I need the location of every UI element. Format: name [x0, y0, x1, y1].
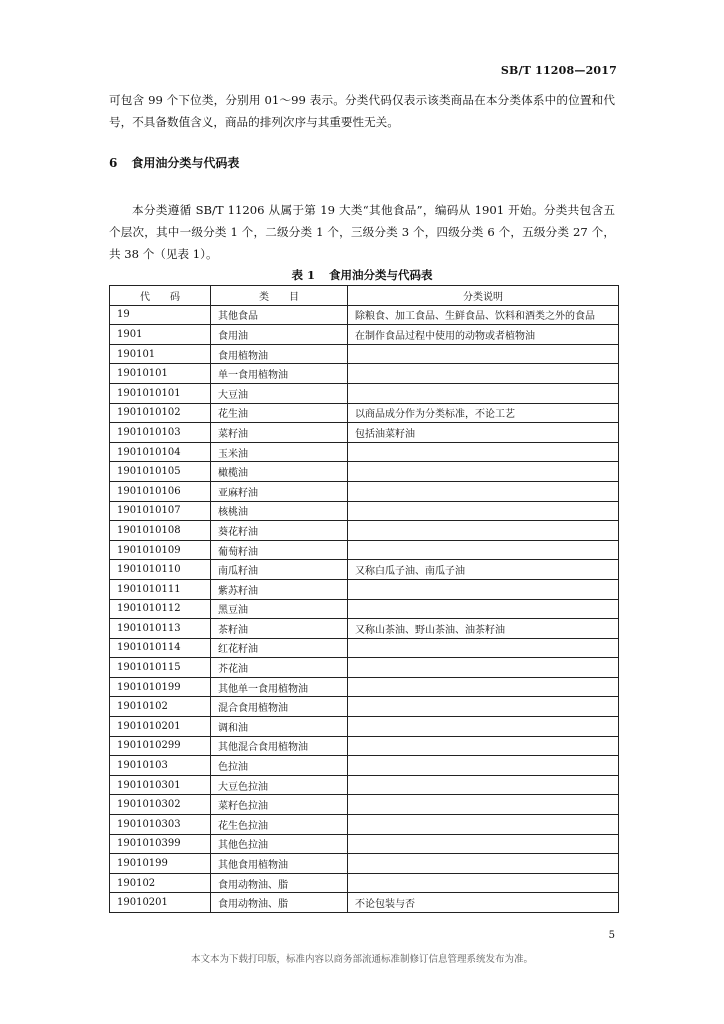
table-row — [110, 638, 619, 658]
cell-category: 食用植物油 — [211, 344, 348, 364]
cell-code: 190101 — [110, 344, 211, 364]
cell-description — [348, 501, 619, 521]
cell-category: 大豆油 — [211, 383, 348, 403]
cell-code: 1901010107 — [110, 501, 211, 521]
cell-code: 19 — [110, 305, 211, 325]
table-row — [110, 775, 619, 795]
table-row — [110, 403, 619, 423]
table-row — [110, 854, 619, 874]
cell-code: 1901010399 — [110, 834, 211, 854]
cell-code: 1901010113 — [110, 619, 211, 639]
table-row — [110, 423, 619, 443]
cell-code: 1901010109 — [110, 540, 211, 560]
cell-description — [348, 383, 619, 403]
cell-code: 1901010302 — [110, 795, 211, 815]
intro-paragraph: 可包含 99 个下位类，分别用 01～99 表示。分类代码仅表示该类商品在本分类体系中的位置和代号，不具备数值含义，商品的排列次序与其重要性无关。 — [109, 93, 615, 129]
classification-table — [109, 285, 619, 913]
cell-description: 以商品成分作为分类标准，不论工艺 — [348, 403, 619, 423]
cell-code: 19010199 — [110, 854, 211, 874]
cell-description — [348, 540, 619, 560]
table-row — [110, 599, 619, 619]
cell-category: 大豆色拉油 — [211, 775, 348, 795]
cell-category: 其他色拉油 — [211, 834, 348, 854]
cell-code: 1901010112 — [110, 599, 211, 619]
footer-note: 本文本为下载打印版，标准内容以商务部流通标准制修订信息管理系统发布为准。 — [190, 954, 533, 965]
section-heading — [109, 154, 239, 171]
cell-description — [348, 481, 619, 501]
cell-category: 橄榄油 — [211, 462, 348, 482]
cell-category: 食用油 — [211, 325, 348, 345]
section-paragraph: 本分类遵循 SB/T 11206 从属于第 19 大类“其他食品”，编码从 1901 开始。分类共包含五个层次，其中一级分类 1 个，二级分类 1 个，三级分类 3 个，四级分类 6 个，五级分类 27 个，共 38 个（见表 1）。 — [109, 203, 615, 261]
cell-code: 1901010105 — [110, 462, 211, 482]
cell-category: 其他混合食用植物油 — [211, 736, 348, 756]
cell-code: 1901010299 — [110, 736, 211, 756]
cell-description — [348, 873, 619, 893]
cell-code: 1901010111 — [110, 579, 211, 599]
cell-description — [348, 442, 619, 462]
header-code: 代 码 — [110, 286, 211, 306]
cell-code: 1901010303 — [110, 815, 211, 835]
table-row — [110, 756, 619, 776]
cell-description — [348, 834, 619, 854]
cell-description: 不论包装与否 — [348, 893, 619, 913]
cell-code: 1901010106 — [110, 481, 211, 501]
section-title: 食用油分类与代码表 — [131, 156, 240, 170]
table-caption — [0, 267, 724, 283]
cell-code: 1901 — [110, 325, 211, 345]
cell-category: 亚麻籽油 — [211, 481, 348, 501]
cell-description: 又称山茶油、野山茶油、油茶籽油 — [348, 619, 619, 639]
cell-category: 单一食用植物油 — [211, 364, 348, 384]
table-row — [110, 736, 619, 756]
cell-category: 其他食用植物油 — [211, 854, 348, 874]
table-row — [110, 383, 619, 403]
table-row — [110, 560, 619, 580]
cell-description — [348, 795, 619, 815]
cell-description — [348, 854, 619, 874]
cell-description — [348, 638, 619, 658]
cell-category: 芥花油 — [211, 658, 348, 678]
cell-description: 包括油菜籽油 — [348, 423, 619, 443]
table-row — [110, 481, 619, 501]
table-row — [110, 677, 619, 697]
cell-code: 19010101 — [110, 364, 211, 384]
cell-code: 1901010103 — [110, 423, 211, 443]
cell-code: 1901010201 — [110, 717, 211, 737]
cell-code: 19010201 — [110, 893, 211, 913]
cell-category: 其他食品 — [211, 305, 348, 325]
cell-description — [348, 677, 619, 697]
cell-code: 1901010108 — [110, 521, 211, 541]
table-row — [110, 521, 619, 541]
table-row — [110, 873, 619, 893]
table-row — [110, 364, 619, 384]
cell-category: 食用动物油、脂 — [211, 873, 348, 893]
cell-description: 在制作食品过程中使用的动物或者植物油 — [348, 325, 619, 345]
cell-description — [348, 599, 619, 619]
cell-code: 1901010110 — [110, 560, 211, 580]
cell-code: 1901010104 — [110, 442, 211, 462]
cell-code: 1901010115 — [110, 658, 211, 678]
cell-code: 190102 — [110, 873, 211, 893]
cell-category: 菜籽色拉油 — [211, 795, 348, 815]
cell-description — [348, 579, 619, 599]
cell-description — [348, 521, 619, 541]
table-row — [110, 717, 619, 737]
cell-category: 葡萄籽油 — [211, 540, 348, 560]
cell-category: 食用动物油、脂 — [211, 893, 348, 913]
cell-code: 1901010102 — [110, 403, 211, 423]
cell-code: 1901010101 — [110, 383, 211, 403]
cell-code: 19010102 — [110, 697, 211, 717]
section-number: 6 — [109, 156, 118, 170]
cell-category: 花生油 — [211, 403, 348, 423]
table-row — [110, 619, 619, 639]
table-row — [110, 795, 619, 815]
table-row — [110, 658, 619, 678]
cell-category: 黑豆油 — [211, 599, 348, 619]
cell-description — [348, 658, 619, 678]
table-row — [110, 815, 619, 835]
cell-category: 茶籽油 — [211, 619, 348, 639]
cell-description — [348, 344, 619, 364]
cell-description — [348, 756, 619, 776]
cell-category: 核桃油 — [211, 501, 348, 521]
cell-category: 南瓜籽油 — [211, 560, 348, 580]
table-row — [110, 462, 619, 482]
table-row — [110, 344, 619, 364]
page-number: 5 — [608, 930, 615, 941]
cell-description — [348, 736, 619, 756]
cell-category: 花生色拉油 — [211, 815, 348, 835]
table-row — [110, 325, 619, 345]
cell-description — [348, 364, 619, 384]
table-row — [110, 893, 619, 913]
cell-category: 混合食用植物油 — [211, 697, 348, 717]
cell-description — [348, 717, 619, 737]
table-row — [110, 501, 619, 521]
table-caption-title: 食用油分类与代码表 — [329, 268, 433, 282]
standard-number: SB/T 11208—2017 — [500, 64, 617, 77]
table-body — [110, 305, 619, 912]
cell-code: 1901010199 — [110, 677, 211, 697]
cell-category: 紫苏籽油 — [211, 579, 348, 599]
cell-category: 玉米油 — [211, 442, 348, 462]
cell-category: 色拉油 — [211, 756, 348, 776]
cell-code: 1901010114 — [110, 638, 211, 658]
cell-category: 菜籽油 — [211, 423, 348, 443]
cell-code: 19010103 — [110, 756, 211, 776]
table-row — [110, 579, 619, 599]
cell-category: 红花籽油 — [211, 638, 348, 658]
cell-category: 调和油 — [211, 717, 348, 737]
table-row — [110, 540, 619, 560]
table-row — [110, 442, 619, 462]
cell-description — [348, 462, 619, 482]
cell-description: 除粮食、加工食品、生鲜食品、饮料和酒类之外的食品 — [348, 305, 619, 325]
header-description: 分类说明 — [348, 286, 619, 306]
cell-code: 1901010301 — [110, 775, 211, 795]
table-caption-label: 表 1 — [291, 268, 315, 282]
header-category: 类 目 — [211, 286, 348, 306]
cell-description — [348, 697, 619, 717]
cell-category: 葵花籽油 — [211, 521, 348, 541]
cell-category: 其他单一食用植物油 — [211, 677, 348, 697]
cell-description — [348, 775, 619, 795]
cell-description — [348, 815, 619, 835]
table-row — [110, 305, 619, 325]
cell-description: 又称白瓜子油、南瓜子油 — [348, 560, 619, 580]
table-header-row — [110, 286, 619, 306]
table-row — [110, 834, 619, 854]
table-row — [110, 697, 619, 717]
